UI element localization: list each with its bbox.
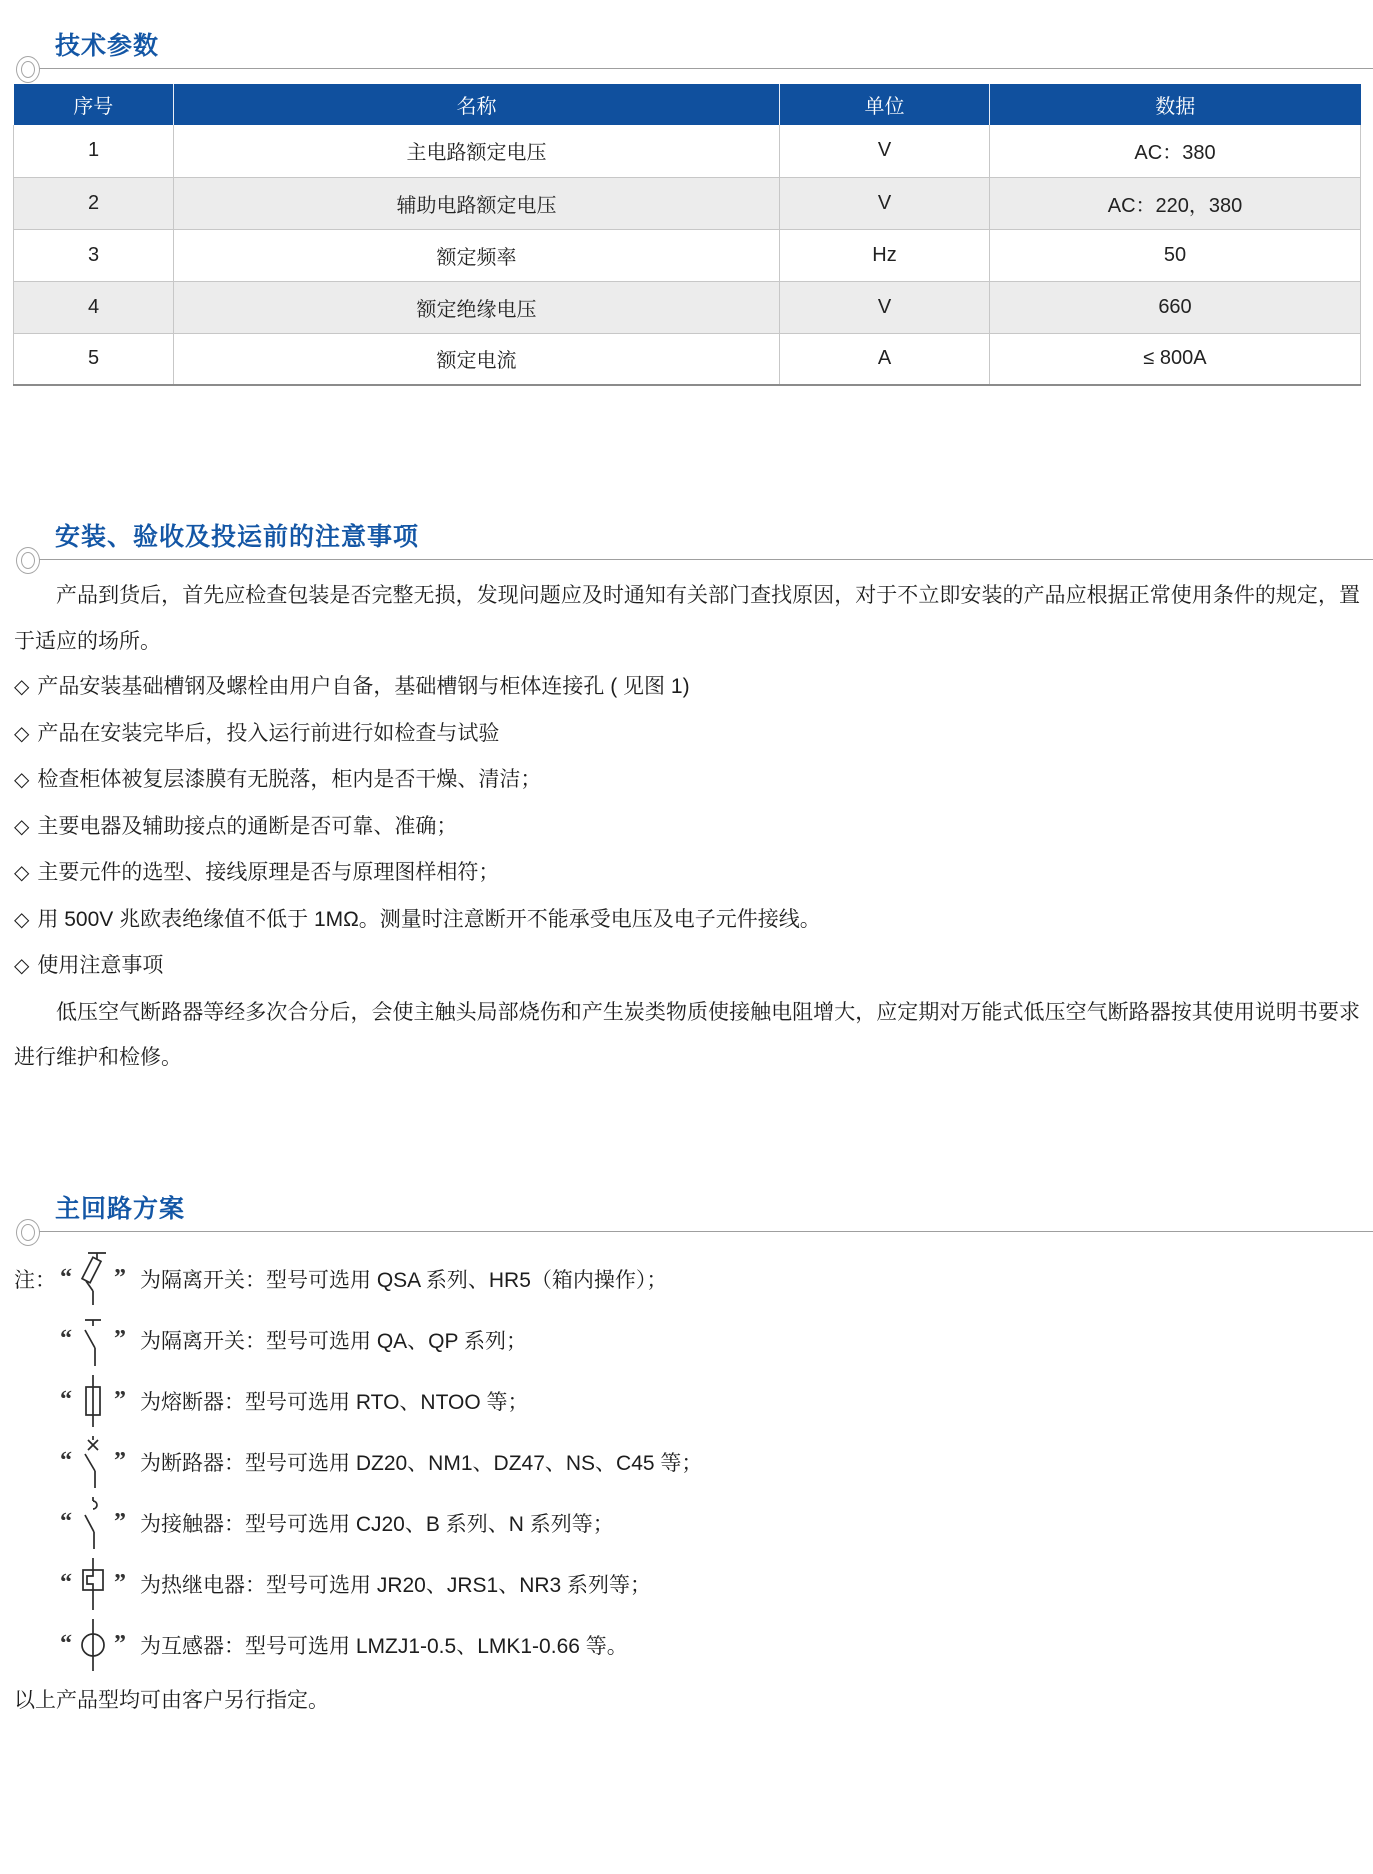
note-text: 为互感器：型号可选用 LMZJ1-0.5、LMK1-0.66 等。 xyxy=(140,1634,628,1658)
diamond-bullet-icon: ◇ xyxy=(14,862,30,884)
section-title-circuit: 主回路方案 xyxy=(55,1194,186,1223)
cell-data: ≤ 800A xyxy=(990,333,1361,385)
cell-name: 额定电流 xyxy=(174,333,780,385)
section-title-tech: 技术参数 xyxy=(55,32,160,60)
close-quote: ” xyxy=(114,1265,126,1291)
fuse-icon xyxy=(76,1373,110,1429)
section-rule xyxy=(39,68,1373,69)
fused-isolator-icon xyxy=(76,1251,110,1307)
table-row xyxy=(14,125,1361,177)
note-text: 为隔离开关：型号可选用 QA、QP 系列； xyxy=(140,1329,527,1353)
open-quote: “ xyxy=(60,1509,72,1535)
col-header-data: 数据 xyxy=(990,84,1361,125)
open-quote: “ xyxy=(60,1631,72,1657)
install-body xyxy=(14,573,1360,1081)
circuit-footer: 以上产品型均可由客户另行指定。 xyxy=(14,1688,329,1712)
note-text: 为接触器：型号可选用 CJ20、B 系列、N 系列等； xyxy=(140,1512,614,1536)
list-item-text: 检查柜体被复层漆膜有无脱落，柜内是否干燥、清洁； xyxy=(37,768,542,791)
section-title-install: 安装、验收及投运前的注意事项 xyxy=(55,523,420,551)
diamond-bullet-icon: ◇ xyxy=(14,908,30,931)
open-quote: “ xyxy=(60,1387,72,1413)
install-outro: 低压空气断路器等经多次合分后，会使主触头局部烧伤和产生炭类物质使接触电阻增大，应定期对万能式低压空气断路器按其使用说明书要求进行维护和检修。 xyxy=(14,1000,1360,1069)
cell-name: 辅助电路额定电压 xyxy=(174,177,780,229)
table-row xyxy=(14,177,1361,229)
list-item-text: 主要电器及辅助接点的通断是否可靠、准确； xyxy=(37,814,458,838)
table-row xyxy=(14,281,1361,333)
col-header-no: 序号 xyxy=(14,84,174,125)
col-header-unit: 单位 xyxy=(780,84,990,125)
note-row xyxy=(14,1251,1360,1307)
list-item xyxy=(14,757,1360,804)
close-quote: ” xyxy=(114,1448,126,1474)
table-header-row xyxy=(14,84,1361,125)
ring-inner xyxy=(21,1224,35,1241)
section-head-circuit xyxy=(0,1189,1373,1239)
cell-data: AC：380 xyxy=(990,125,1361,177)
close-quote: ” xyxy=(114,1631,126,1657)
note-text: 为热继电器：型号可选用 JR20、JRS1、NR3 系列等； xyxy=(140,1573,652,1597)
cell-unit: V xyxy=(780,177,990,229)
open-quote: “ xyxy=(60,1326,72,1352)
note-text: 为隔离开关：型号可选用 QSA 系列、HR5（箱内操作）； xyxy=(140,1268,668,1292)
cell-no: 2 xyxy=(14,177,174,229)
cell-no: 1 xyxy=(14,125,174,177)
list-item xyxy=(14,943,1360,990)
close-quote: ” xyxy=(114,1570,126,1596)
cell-no: 5 xyxy=(14,333,174,385)
table-row xyxy=(14,229,1361,281)
cell-data: 660 xyxy=(990,281,1361,333)
cell-name: 主电路额定电压 xyxy=(174,125,780,177)
note-row xyxy=(14,1495,1360,1551)
note-row xyxy=(14,1373,1360,1429)
list-item-text: 产品在安装完毕后，投入运行前进行如检查与试验 xyxy=(37,721,500,745)
cell-no: 3 xyxy=(14,229,174,281)
note-row xyxy=(14,1556,1360,1612)
diamond-bullet-icon: ◇ xyxy=(14,722,30,745)
list-item xyxy=(14,850,1360,897)
close-quote: ” xyxy=(114,1509,126,1535)
open-quote: “ xyxy=(60,1265,72,1291)
list-item-text: 主要元件的选型、接线原理是否与原理图样相符； xyxy=(37,861,500,884)
cell-data: AC：220，380 xyxy=(990,177,1361,229)
isolator-icon xyxy=(76,1312,110,1368)
tech-params-table xyxy=(13,84,1361,386)
close-quote: ” xyxy=(114,1326,126,1352)
list-item-text: 使用注意事项 xyxy=(37,954,164,977)
cell-data: 50 xyxy=(990,229,1361,281)
install-intro: 产品到货后，首先应检查包装是否完整无损，发现问题应及时通知有关部门查找原因，对于不立即安装的产品应根据正常使用条件的规定，置于适应的场所。 xyxy=(14,584,1360,653)
list-item xyxy=(14,897,1360,944)
diamond-bullet-icon: ◇ xyxy=(14,955,30,977)
cell-name: 额定绝缘电压 xyxy=(174,281,780,333)
note-text: 为熔断器：型号可选用 RTO、NTOO 等； xyxy=(140,1390,529,1414)
diamond-bullet-icon: ◇ xyxy=(14,676,30,698)
list-item-text: 用 500V 兆欧表绝缘值不低于 1MΩ。测量时注意断开不能承受电压及电子元件接线。 xyxy=(37,907,821,931)
note-row xyxy=(14,1312,1360,1368)
contactor-icon xyxy=(76,1495,110,1551)
ring-icon xyxy=(16,1219,40,1246)
cell-unit: V xyxy=(780,125,990,177)
note-prefix: 注： xyxy=(14,1268,56,1292)
col-header-name: 名称 xyxy=(174,84,780,125)
note-row xyxy=(14,1617,1360,1673)
open-quote: “ xyxy=(60,1448,72,1474)
ring-inner xyxy=(21,552,35,569)
thermal-relay-icon xyxy=(76,1556,110,1612)
document-page xyxy=(0,26,1373,1874)
table-row xyxy=(14,333,1361,385)
section-head-tech xyxy=(0,26,1373,76)
diamond-bullet-icon: ◇ xyxy=(14,815,30,838)
cell-name: 额定频率 xyxy=(174,229,780,281)
ring-icon xyxy=(16,547,40,574)
list-item xyxy=(14,804,1360,851)
cell-unit: A xyxy=(780,333,990,385)
ring-icon xyxy=(16,56,40,83)
circuit-notes xyxy=(14,1251,1360,1673)
list-item xyxy=(14,711,1360,758)
cell-no: 4 xyxy=(14,281,174,333)
close-quote: ” xyxy=(114,1387,126,1413)
note-row xyxy=(14,1434,1360,1490)
section-rule xyxy=(39,559,1373,560)
breaker-icon xyxy=(76,1434,110,1490)
cell-unit: V xyxy=(780,281,990,333)
transformer-icon xyxy=(76,1617,110,1673)
note-text: 为断路器：型号可选用 DZ20、NM1、DZ47、NS、C45 等； xyxy=(140,1451,703,1475)
cell-unit: Hz xyxy=(780,229,990,281)
open-quote: “ xyxy=(60,1570,72,1596)
ring-inner xyxy=(21,61,35,78)
list-item-text: 产品安装基础槽钢及螺栓由用户自备，基础槽钢与柜体连接孔 ( 见图 1) xyxy=(37,675,690,698)
list-item xyxy=(14,664,1360,711)
section-rule xyxy=(39,1231,1373,1232)
diamond-bullet-icon: ◇ xyxy=(14,769,30,791)
section-head-install xyxy=(0,517,1373,567)
